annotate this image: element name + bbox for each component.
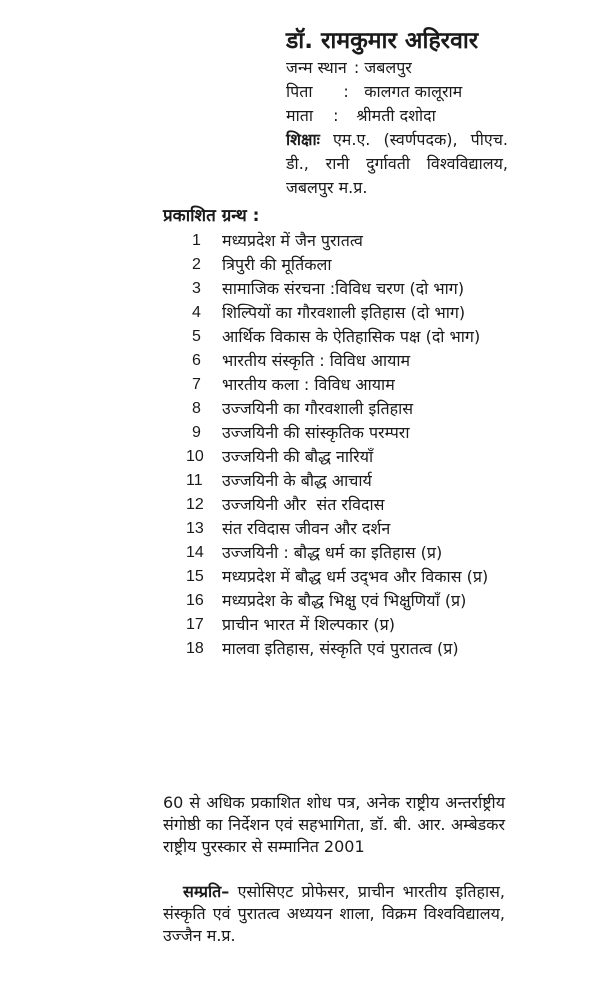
book-title: उज्जयिनी की बौद्ध नारियाँ xyxy=(222,447,374,466)
book-number: 6 xyxy=(192,352,201,369)
book-number: 4 xyxy=(192,304,201,321)
mother-line xyxy=(286,104,516,128)
book-number: 12 xyxy=(186,496,204,513)
book-number: 8 xyxy=(192,400,201,417)
book-item xyxy=(186,373,508,397)
education xyxy=(286,128,508,200)
book-title: प्राचीन भारत में शिल्पकार (प्र) xyxy=(222,615,395,634)
book-item xyxy=(186,541,508,565)
father-line xyxy=(286,80,516,104)
author-name: डॉ. रामकुमार अहिरवार xyxy=(286,28,479,54)
book-number: 9 xyxy=(192,424,201,441)
book-item xyxy=(186,637,508,661)
book-title: मध्यप्रदेश में जैन पुरातत्व xyxy=(222,231,363,250)
book-title: मध्यप्रदेश में बौद्ध धर्म उद्‌भव और विकास (प्र) xyxy=(222,567,489,586)
book-number: 18 xyxy=(186,640,204,657)
book-item xyxy=(186,493,508,517)
book-title: उज्जयिनी और संत रविदास xyxy=(222,495,385,514)
education-label: शिक्षाः xyxy=(286,130,320,149)
book-item xyxy=(186,469,508,493)
book-title: उज्जयिनी के बौद्ध आचार्य xyxy=(222,471,372,490)
books-heading: प्रकाशित ग्रन्थ : xyxy=(163,206,260,226)
book-item xyxy=(186,325,508,349)
book-number: 2 xyxy=(192,256,201,273)
current-position xyxy=(163,881,505,947)
book-number: 16 xyxy=(186,592,204,609)
father-separator: : xyxy=(343,82,349,101)
current-position-text: एसोसिएट प्रोफेसर, प्राचीन भारतीय इतिहास, संस्कृति एवं पुरातत्व अध्ययन शाला, विक्रम विश्वविद्यालय, उज्जैन म.प्र. xyxy=(163,882,505,945)
book-title: भारतीय संस्कृति : विविध आयाम xyxy=(222,351,411,370)
mother-label: माता xyxy=(286,106,313,125)
book-title: आर्थिक विकास के ऐतिहासिक पक्ष (दो भाग) xyxy=(222,327,481,346)
birthplace-separator: : xyxy=(353,58,360,77)
book-item xyxy=(186,421,508,445)
book-number: 7 xyxy=(192,376,201,393)
book-title: मध्यप्रदेश के बौद्ध भिक्षु एवं भिक्षुणियाँ (प्र) xyxy=(222,591,467,610)
book-item xyxy=(186,589,508,613)
book-item xyxy=(186,397,508,421)
book-title: त्रिपुरी की मूर्तिकला xyxy=(222,255,332,274)
book-title: संत रविदास जीवन और दर्शन xyxy=(222,519,391,538)
book-title: उज्जयिनी का गौरवशाली इतिहास xyxy=(222,399,414,418)
author-block xyxy=(286,26,516,200)
book-number: 15 xyxy=(186,568,204,585)
book-number: 1 xyxy=(192,232,201,249)
book-title: सामाजिक संरचना :विविध चरण (दो भाग) xyxy=(222,279,465,298)
birthplace-line xyxy=(286,56,516,80)
achievements-summary: 60 से अधिक प्रकाशित शोध पत्र, अनेक राष्ट्रीय अन्तर्राष्ट्रीय संगोष्ठी का निर्देशन एवं सहभागिता, डॉ. बी. आर. अम्बेडकर राष्ट्रीय पुरस्कार से सम्मानित 2001 xyxy=(163,793,505,856)
book-title: उज्जयिनी : बौद्ध धर्म का इतिहास (प्र) xyxy=(222,543,443,562)
book-number: 13 xyxy=(186,520,204,537)
father-value: कालगत कालूराम xyxy=(364,82,463,101)
book-title: भारतीय कला : विविध आयाम xyxy=(222,375,395,394)
book-number: 11 xyxy=(186,472,203,489)
book-item xyxy=(186,517,508,541)
book-item xyxy=(186,349,508,373)
birthplace-value: जबलपुर xyxy=(364,58,412,77)
book-item xyxy=(186,301,508,325)
current-position-label: सम्प्रति– xyxy=(183,882,230,901)
book-number: 5 xyxy=(192,328,201,345)
book-number: 3 xyxy=(192,280,201,297)
book-title: उज्जयिनी की सांस्कृतिक परम्परा xyxy=(222,423,410,442)
book-item xyxy=(186,253,508,277)
book-item xyxy=(186,613,508,637)
mother-value: श्रीमती दशोदा xyxy=(356,106,436,125)
book-number: 17 xyxy=(186,616,204,633)
book-item xyxy=(186,445,508,469)
birthplace-label: जन्म स्थान xyxy=(286,58,347,77)
book-item xyxy=(186,229,508,253)
book-item xyxy=(186,565,508,589)
father-label: पिता xyxy=(286,82,313,101)
books-list xyxy=(186,229,508,661)
mother-separator: : xyxy=(333,106,339,125)
book-number: 10 xyxy=(186,448,204,465)
book-title: मालवा इतिहास, संस्कृति एवं पुरातत्व (प्र) xyxy=(222,639,459,658)
book-title: शिल्पियों का गौरवशाली इतिहास (दो भाग) xyxy=(222,303,466,322)
book-item xyxy=(186,277,508,301)
education-value: एम.ए. (स्वर्णपदक), पीएच. डी., रानी दुर्गावती विश्वविद्यालय, जबलपुर म.प्र. xyxy=(286,130,508,197)
book-number: 14 xyxy=(186,544,204,561)
